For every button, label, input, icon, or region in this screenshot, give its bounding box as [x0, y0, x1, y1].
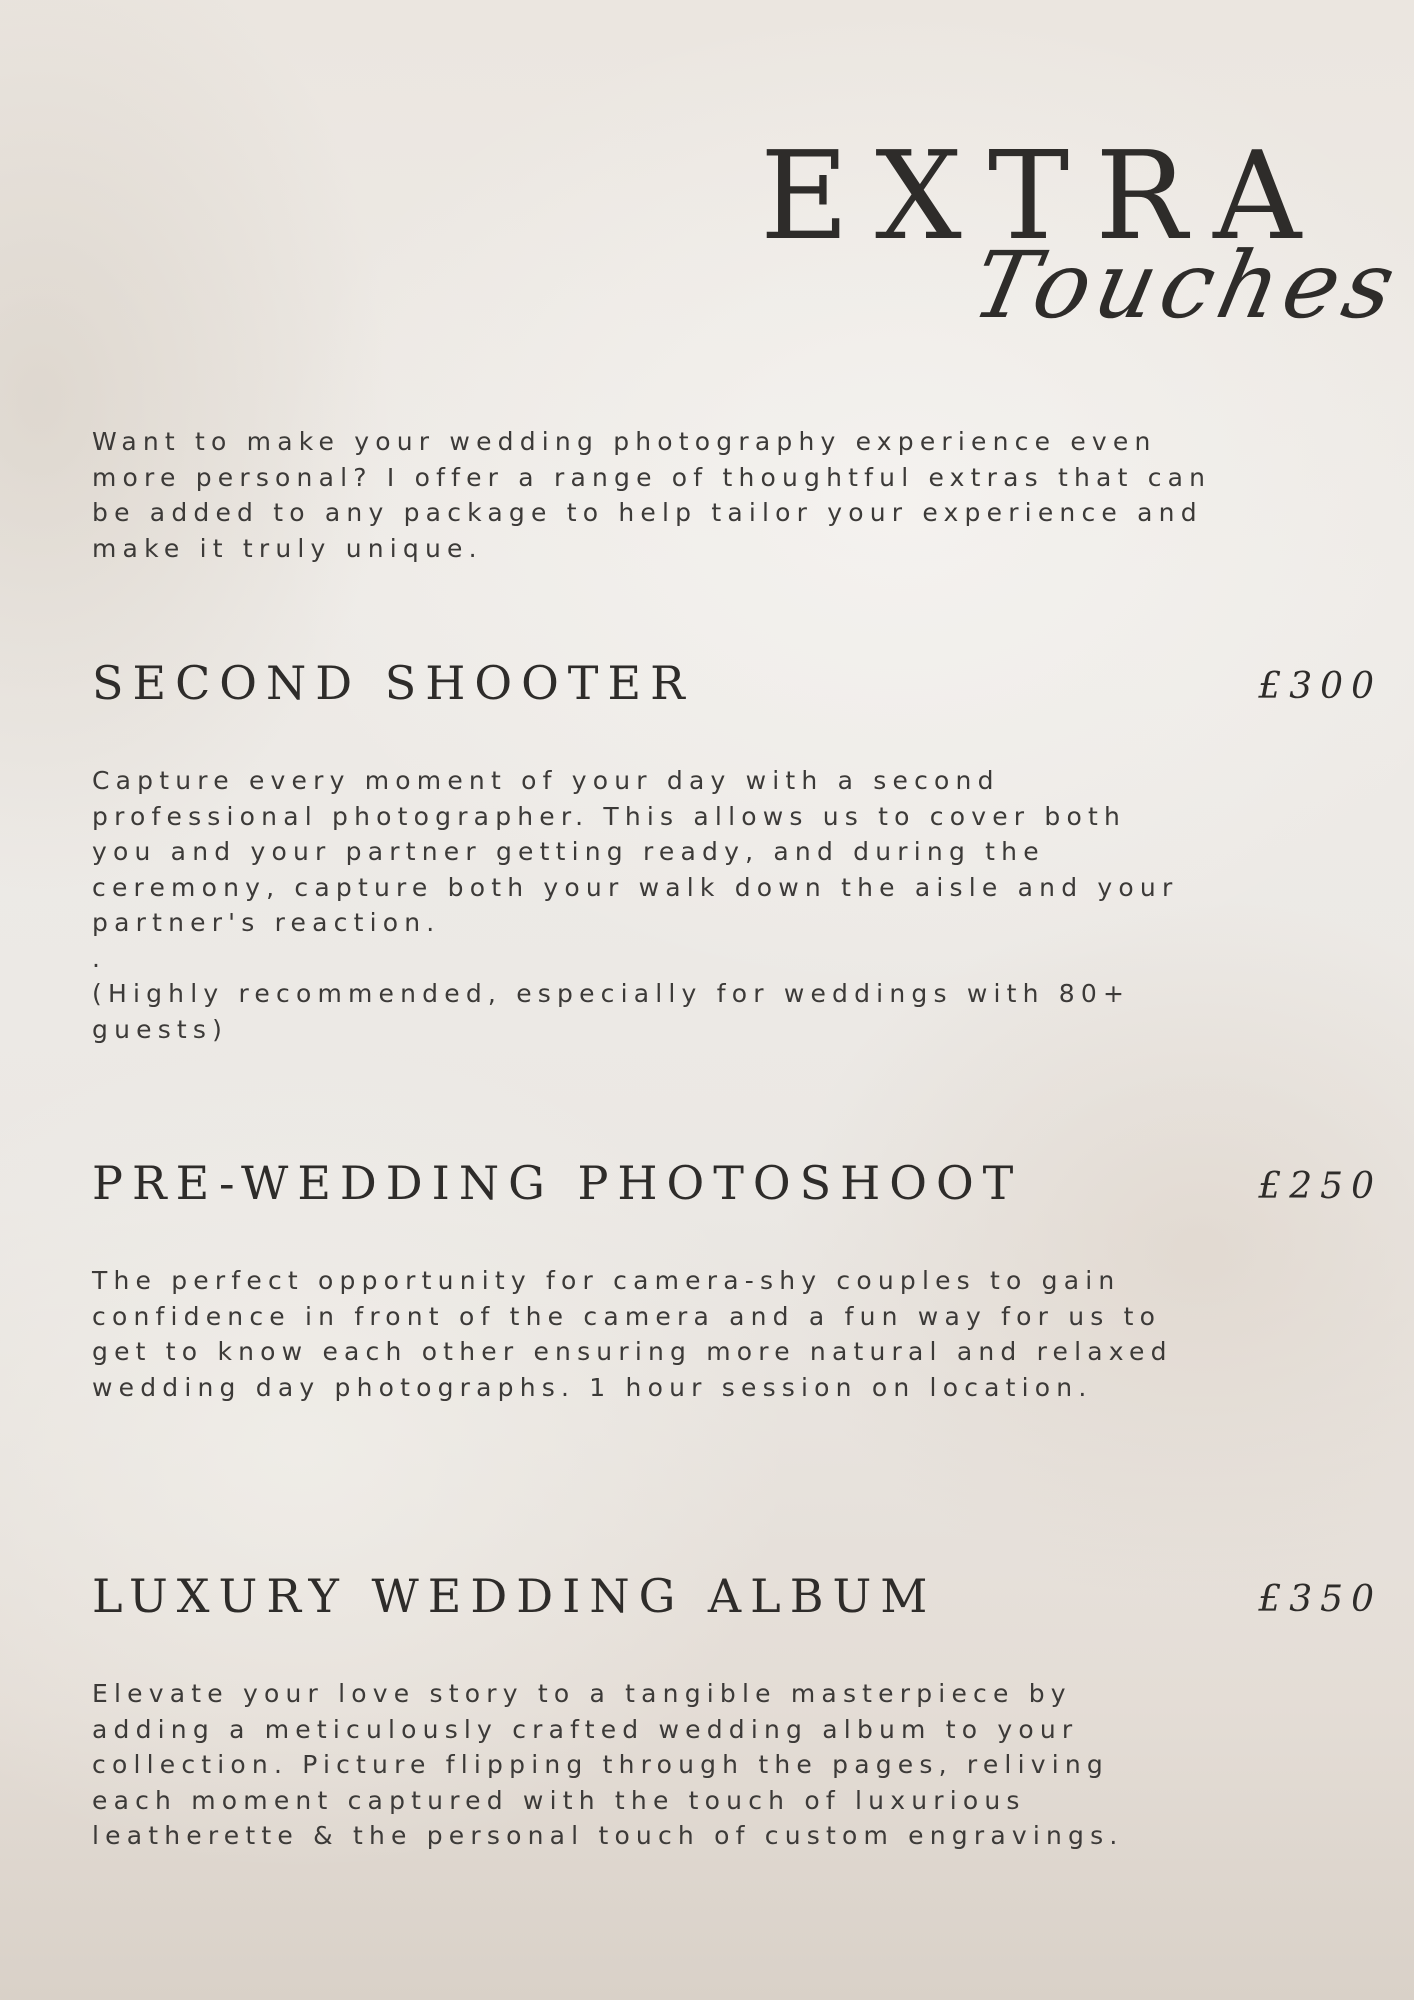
service-price: £350 [1258, 1579, 1382, 1620]
service-separator: . [92, 943, 107, 973]
service-header [92, 655, 1382, 715]
service-description: Capture every moment of your day with a second professional photographer. This allows us to cover both you and your partner getting ready, and during the ceremony, capture both your walk down the aisle and your partner's reaction. [92, 766, 1179, 937]
service-luxury-wedding-album [92, 1568, 1382, 1854]
page-title: EXTRA [760, 125, 1328, 267]
service-header [92, 1155, 1382, 1215]
service-note: (Highly recommended, especially for weddings with 80+ guests) [92, 979, 1131, 1044]
service-pre-wedding-photoshoot [92, 1155, 1382, 1405]
service-title: PRE-WEDDING PHOTOSHOOT [92, 1156, 1023, 1210]
service-title: LUXURY WEDDING ALBUM [92, 1569, 937, 1623]
page-title-script: Touches [963, 232, 1410, 339]
page-title-block [760, 125, 1410, 355]
service-description: The perfect opportunity for camera-shy couples to gain confidence in front of the camera and a fun way for us to get to know each other ensuring more natural and relaxed wedding day photographs. 1 hour session on location. [92, 1266, 1173, 1402]
service-title: SECOND SHOOTER [92, 656, 694, 710]
service-price: £300 [1258, 666, 1382, 707]
intro-paragraph: Want to make your wedding photography experience even more personal? I offer a range of thoughtful extras that can be added to any package to help tailor your experience and make it truly unique. [92, 427, 1212, 563]
service-price: £250 [1258, 1166, 1382, 1207]
service-header [92, 1568, 1382, 1628]
service-second-shooter [92, 655, 1382, 1047]
service-description: Elevate your love story to a tangible masterpiece by adding a meticulously crafted wedding album to your collection. Picture flipping through the pages, reliving each moment captured with the touch of luxurious leatherette & the personal touch of custom engravings. [92, 1679, 1124, 1850]
